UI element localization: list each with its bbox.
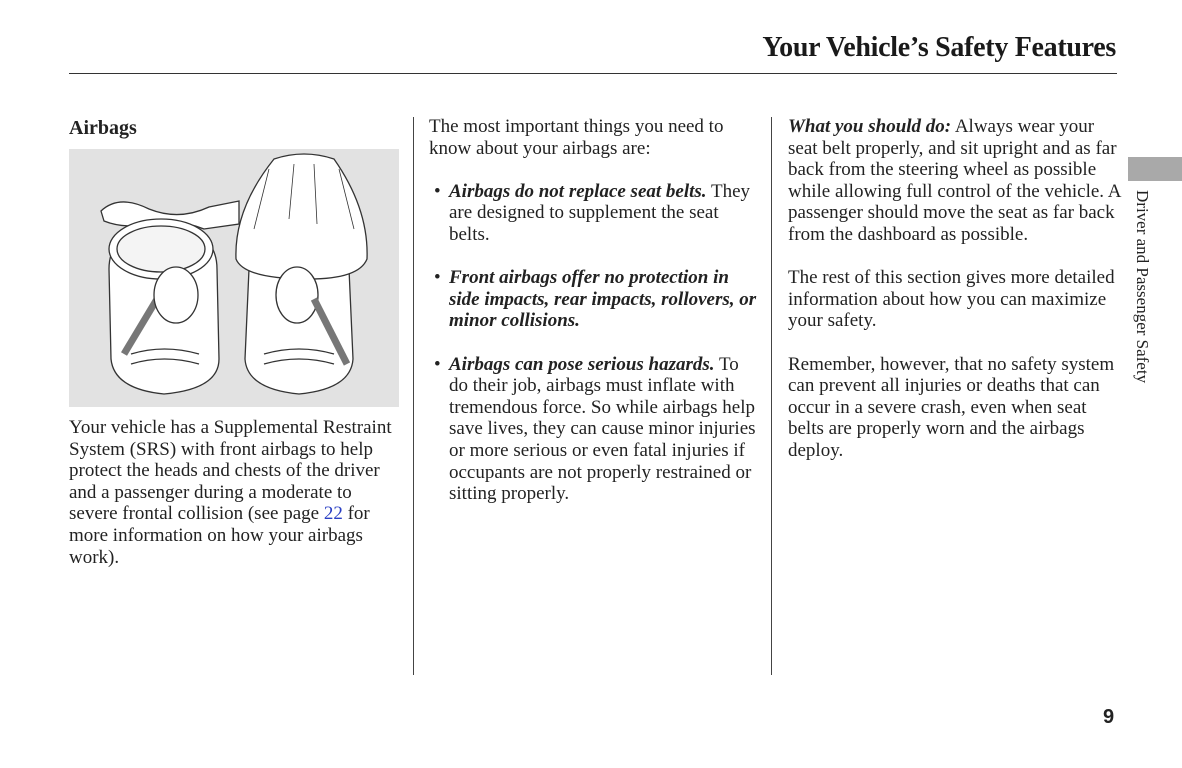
column-3 xyxy=(788,116,1124,483)
section-tab-marker xyxy=(1128,157,1182,181)
airbag-illustration xyxy=(69,149,399,407)
lead-bold: What you should do: xyxy=(788,116,952,137)
side-section-label: Driver and Passenger Safety xyxy=(1133,190,1152,384)
bullet-bold: Airbags can pose serious hazards. xyxy=(449,353,715,375)
airbag-intro-paragraph xyxy=(69,417,403,568)
bullet-item: • Airbags do not replace seat belts. They are designed to supplement the seat belts. xyxy=(434,180,751,245)
bullet-text: To do their job, airbags must inflate with tremendous force. So while airbags help save lives, they can cause minor injuries or more serious or even fatal injuries if occupants are not properly restrained or sitting properly. xyxy=(449,353,756,505)
rest-of-section-paragraph: The rest of this section gives more detailed information about how you can maximize your safety. xyxy=(788,267,1115,332)
page-number: 9 xyxy=(1103,706,1115,728)
paragraph-text: Your vehicle has a Supplemental Restraint System (SRS) with front airbags to help protect the heads and chests of the driver and a passenger during a moderate to severe frontal collision (see page xyxy=(69,417,392,525)
bullet-bold: Front airbags offer no protection in side impacts, rear impacts, rollovers, or minor collisions. xyxy=(449,267,757,332)
section-heading: Airbags xyxy=(69,117,137,139)
bullet-bold: Airbags do not replace seat belts. xyxy=(449,180,707,202)
column-2 xyxy=(429,116,759,526)
what-to-do-paragraph xyxy=(788,116,1124,246)
page-header-title: Your Vehicle’s Safety Features xyxy=(762,32,1116,63)
column-divider xyxy=(413,117,414,675)
column-1 xyxy=(69,116,403,590)
paragraph-text: Always wear your seat belt properly, and sit upright and as far back from the steering wheel as possible while allowing full control of the vehicle. A passenger should move the seat as far back from the dashboard as possible. xyxy=(788,116,1121,245)
bullet-item: • Front airbags offer no protection in side impacts, rear impacts, rollovers, or minor collisions. xyxy=(434,267,757,332)
remember-paragraph: Remember, however, that no safety system can prevent all injuries or deaths that can occur in a severe crash, even when seat belts are properly worn and the airbags deploy. xyxy=(788,353,1115,461)
paragraph-text: for more information on how your airbags work). xyxy=(69,503,370,568)
bullet-item: • Airbags can pose serious hazards. To do their job, airbags must inflate with tremendous force. So while airbags help save lives, they can cause minor injuries or more serious or even fatal injuries if occupants are not properly restrained or sitting properly. xyxy=(434,353,756,505)
header-rule xyxy=(69,73,1117,74)
page-22-link[interactable]: 22 xyxy=(323,503,343,525)
intro-paragraph: The most important things you need to know about your airbags are: xyxy=(429,116,724,159)
bullet-text: They are designed to supplement the seat belts. xyxy=(449,180,751,245)
column-divider xyxy=(771,117,772,675)
